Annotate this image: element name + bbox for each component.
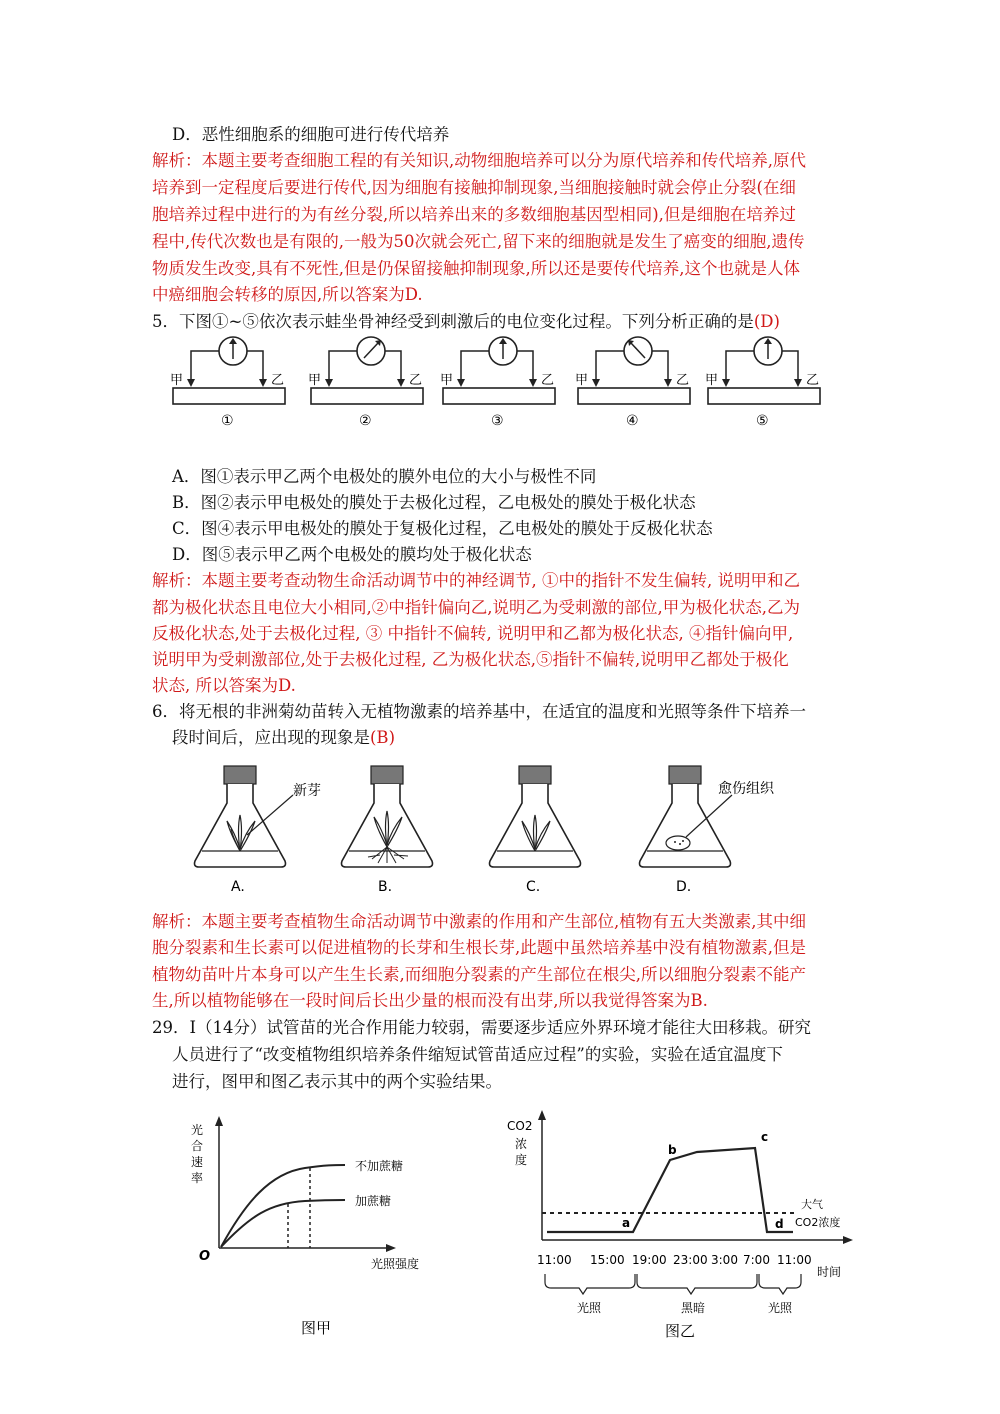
ylabel-char: 浓 [515,1137,528,1151]
ylabel-char: 光 [191,1123,204,1137]
electrode-yi-label: 乙 [806,373,820,388]
flask-a [195,766,322,895]
electrode-yi-label: 乙 [409,373,423,388]
q4-analysis-line: 解析：本题主要考查细胞工程的有关知识,动物细胞培养可以分为原代培养和传代培养,原代 [152,151,806,170]
panel-2 [308,337,423,429]
q5-analysis-line: 状态, 所以答案为D. [152,676,296,695]
flask-label: C. [526,879,541,895]
q4-analysis-line: 培养到一定程度后要进行传代,因为细胞有接触抑制现象,当细胞接触时就会停止分裂(在细 [152,178,796,197]
ylabel-char: 率 [191,1171,204,1185]
x-tick: 15:00 [590,1253,625,1267]
ylabel-co2: CO2 [507,1119,533,1133]
electrode-jia-label: 甲 [308,373,322,388]
period-label: 黑暗 [681,1301,706,1315]
q5-option-d: D．图⑤表示甲乙两个电极处的膜均处于极化状态 [172,545,532,564]
electrode-jia-label: 甲 [705,373,719,388]
q6-analysis-line: 植物幼苗叶片本身可以产生生长素,而细胞分裂素的产生部位在根尖,所以细胞分裂素不能产 [152,965,806,984]
q5-analysis-line: 说明甲为受刺激部位,处于去极化过程, 乙为极化状态,⑤指针不偏转,说明甲乙都处于极化 [152,650,789,669]
point-c: c [761,1130,769,1144]
q5-analysis-line: 反极化状态,处于去极化过程, ③ 中指针不偏转, 说明甲和乙都为极化状态, ④指针偏向甲, [152,624,794,643]
ref-label-2: CO2浓度 [795,1216,841,1229]
q5-option-b: B．图②表示甲电极处的膜处于去极化过程，乙电极处的膜处于极化状态 [172,493,696,512]
panel-label: ⑤ [756,413,769,429]
point-d: d [775,1217,784,1231]
q5-stem [152,309,780,335]
flask-label: B. [378,879,393,895]
x-tick: 19:00 [632,1253,667,1267]
flask-d [640,766,775,895]
curve-label-no-sucrose: 不加蔗糖 [355,1159,404,1173]
q6-flasks-figure [185,763,825,903]
electrode-jia-label: 甲 [440,373,454,388]
point-a: a [622,1216,631,1230]
q4-analysis-line: 中癌细胞会转移的原因,所以答案为D. [152,285,423,304]
xlabel: 光照强度 [371,1257,420,1271]
panel-5 [705,337,820,429]
electrode-jia-label: 甲 [170,373,184,388]
electrode-yi-label: 乙 [271,373,285,388]
q6-stem-line-1: 6．将无根的非洲菊幼苗转入无植物激素的培养基中，在适宜的温度和光照等条件下培养一 [152,702,806,721]
fig-yi [495,1108,880,1348]
x-tick: 11:00 [777,1253,812,1267]
q5-answer: (D) [753,312,780,331]
flask-b [342,766,433,895]
q5-option-a: A．图①表示甲乙两个电极处的膜外电位的大小与极性不同 [172,467,597,486]
q4-analysis-line: 胞培养过程中进行的为有丝分裂,所以培养出来的多数细胞基因型相同),但是细胞在培养过 [152,205,796,224]
q29-line-3: 进行，图甲和图乙表示其中的两个实验结果。 [172,1072,502,1091]
q29-line-1: 29．I（14分）试管苗的光合作用能力较弱，需要逐步适应外界环境才能往大田移栽。研究 [152,1018,812,1037]
q6-stem-text: 段时间后，应出现的现象是 [172,728,370,747]
panel-label: ③ [491,413,504,429]
callus-label: 愈伤组织 [718,781,774,797]
ref-label-1: 大气 [801,1198,823,1211]
ylabel-char: 度 [515,1153,528,1167]
flask-label: D. [676,879,692,895]
x-tick: 11:00 [537,1253,572,1267]
q4-analysis-line: 物质发生改变,具有不死性,但是仍保留接触抑制现象,所以还是要传代培养,这个也就是人体 [152,259,800,278]
xlabel: 时间 [817,1265,842,1279]
point-b: b [668,1143,677,1157]
x-tick: 23:00 [673,1253,708,1267]
q6-analysis-line: 解析：本题主要考查植物生命活动调节中激素的作用和产生部位,植物有五大类激素,其中细 [152,912,806,931]
flask-c [490,766,581,895]
new-bud-label: 新芽 [293,783,321,799]
q5-analysis-line: 解析：本题主要考查动物生命活动调节中的神经调节, ①中的指针不发生偏转, 说明甲和乙 [152,571,800,590]
electrode-yi-label: 乙 [676,373,690,388]
panel-label: ① [221,413,234,429]
q4-option-d: D．恶性细胞系的细胞可进行传代培养 [172,125,450,144]
q6-analysis-line: 生,所以植物能够在一段时间后长出少量的根而没有出芽,所以我觉得答案为B. [152,991,708,1010]
q6-stem-line-2 [172,725,395,751]
fig-jia-caption: 图甲 [301,1319,332,1337]
panel-4 [575,337,690,429]
fig-yi-caption: 图乙 [665,1322,696,1340]
x-tick: 3:00 [711,1253,738,1267]
panel-1 [170,337,285,429]
period-label: 光照 [577,1301,602,1315]
fig-jia [185,1108,455,1348]
panel-label: ② [359,413,372,429]
q5-galvanometer-figure [165,333,855,433]
flask-label: A. [231,879,245,895]
origin-label: O [199,1249,211,1264]
electrode-yi-label: 乙 [541,373,555,388]
panel-label: ④ [626,413,639,429]
electrode-jia-label: 甲 [575,373,589,388]
period-label: 光照 [768,1301,793,1315]
q5-stem-text: 5．下图①~⑤依次表示蛙坐骨神经受到刺激后的电位变化过程。下列分析正确的是 [152,312,754,331]
panel-3 [440,337,555,429]
ylabel-char: 速 [191,1155,204,1169]
q5-analysis-line: 都为极化状态且电位大小相同,②中指针偏向乙,说明乙为受刺激的部位,甲为极化状态,乙为 [152,598,800,617]
q6-analysis-line: 胞分裂素和生长素可以促进植物的长芽和生根长芽,此题中虽然培养基中没有植物激素,但是 [152,938,806,957]
q4-analysis-line: 程中,传代次数也是有限的,一般为50次就会死亡,留下来的细胞就是发生了癌变的细胞,遗传 [152,232,805,251]
q5-option-c: C．图④表示甲电极处的膜处于复极化过程，乙电极处的膜处于反极化状态 [172,519,713,538]
ylabel-char: 合 [191,1139,204,1153]
x-tick: 7:00 [743,1253,770,1267]
q29-line-2: 人员进行了“改变植物组织培养条件缩短试管苗适应过程”的实验，实验在适宜温度下 [172,1045,783,1064]
curve-label-sucrose: 加蔗糖 [355,1194,392,1208]
q6-answer: (B) [370,728,395,747]
